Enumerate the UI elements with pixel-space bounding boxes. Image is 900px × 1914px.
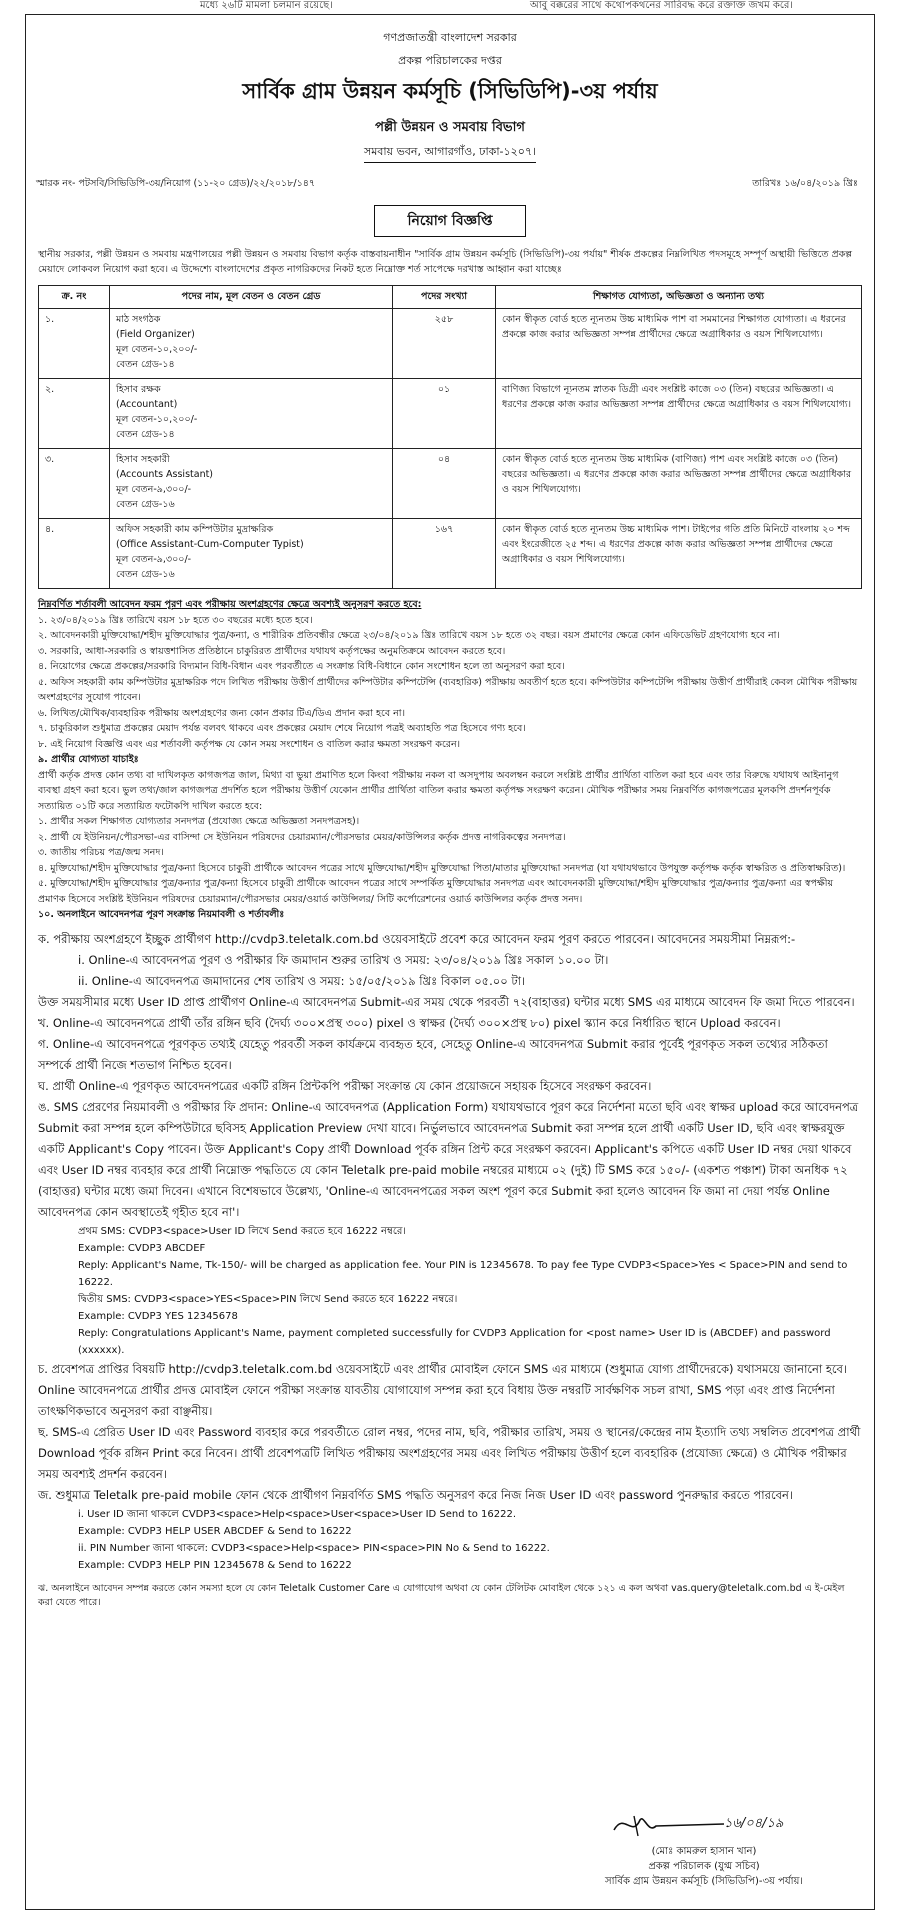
sms-second-example: Example: CVDP3 YES 12345678 [78, 1310, 238, 1322]
recover-user-id-example: Example: CVDP3 HELP USER ABCDEF & Send to 16222 [78, 1525, 352, 1537]
row-qualification: বাণিজ্য বিভাগে ন্যূনতম স্নাতক ডিগ্রী এবং সংশ্লিষ্ট কাজে ০৩ (তিন) বছরের অভিজ্ঞতা। এ ধরণের প্রকল্পে কাজ করার অভিজ্ঞতা সম্পন্ন প্রার্থীদের ক্ষেত্রে অগ্রাধিকার ও বয়স শিথিলযোগ্য। [496, 379, 862, 449]
row-serial: ১. [39, 309, 110, 379]
post-name-english: (Accountant) [116, 399, 178, 410]
notice-title: নিয়োগ বিজ্ঞপ্তি [374, 205, 526, 237]
post-grade: বেতন গ্রেড-১৪ [116, 429, 175, 440]
signature-block [574, 1808, 834, 1889]
post-name: মাঠ সংগঠক [116, 314, 161, 325]
top-cut-strip [0, 0, 900, 14]
col-header-qualification: শিক্ষাগত যোগ্যতা, অভিজ্ঞতা ও অন্যান্য তথ্য [496, 286, 862, 309]
conditions-section [38, 597, 862, 923]
table-header-row [39, 286, 862, 309]
col-header-serial: ক্র. নং [39, 286, 110, 309]
post-salary: মূল বেতন-১০,২০০/- [116, 414, 198, 425]
row-post [110, 449, 393, 519]
post-name: অফিস সহকারী কাম কম্পিউটার মুদ্রাক্ষরিক [116, 524, 274, 535]
online-rules-heading: ১০. অনলাইনে আবেদনপত্র পূরণ সংক্রান্ত নিয়মাবলী ও শর্তাবলীঃ [38, 909, 285, 920]
online-fee-note: উক্ত সময়সীমার মধ্যে User ID প্রাপ্ত প্রার্থীগণ Online-এ আবেদনপত্র Submit-এর সময় থেকে পরবর্তী ৭২(বাহাত্তর) ঘন্টার মধ্যে SMS এর মাধ্যমে আবেদন ফি জমা দিতে পারবেন। [38, 994, 855, 1009]
online-deadline-end: ii. Online-এ আবেদনপত্র জমাদানের শেষ তারিখ ও সময়: ১৫/০৫/২০১৯ খ্রিঃ বিকাল ০৫.০০ টা। [78, 973, 526, 988]
signature-image [574, 1808, 834, 1844]
row-post [110, 379, 393, 449]
condition-item: ১. ২৩/০৪/২০১৯ খ্রিঃ তারিখে বয়স ১৮ হতে ৩০ বছরের মধ্যে হতে হবে। [38, 614, 313, 626]
online-deadline-start: i. Online-এ আবেদনপত্র পূরণ ও পরীক্ষার ফি জমাদান শুরুর তারিখ ও সময়: ২৩/০৪/২০১৯ খ্রিঃ সকাল ১০.০০ টা। [78, 952, 609, 967]
row-serial: ৪. [39, 519, 110, 589]
online-item-uma: ঙ. SMS প্রেরণের নিয়মাবলী ও পরীক্ষার ফি প্রদান: Online-এ আবেদনপত্র (Application Form) যথাযথভাবে পূরণ করে নির্দেশনা মতো ছবি এবং স্বাক্ষর upload করে আবেদনপত্র Submit করা সম্পন্ন হলে কম্পিউটারে ছবিসহ Application Preview দেখা যাবে। নির্ভুলভাবে আবেদনপত্র Submit করা সম্পন্ন হলে প্রার্থী একটি User ID, ছবি এবং স্বাক্ষরযুক্ত একটি Applicant's Copy পাবেন। উক্ত Applicant's Copy প্রার্থী Download পূর্বক রঙ্গিন প্রিন্ট করে সংরক্ষণ করবেন। Applicant's কপিতে একটি User ID নম্বর দেয়া থাকবে এবং User ID নম্বর ব্যবহার করে প্রার্থী নিম্নোক্ত পদ্ধতিতে যে কোন Teletalk pre-paid mobile নম্বরের মাধ্যমে ০২ (দুই) টি SMS করে ১৫০/- (একশত পঞ্চাশ) টাকা অনধিক ৭২ (বাহাত্তর) ঘন্টার মধ্যে জমা দিবেন। এখানে বিশেষভাবে উল্লেখ্য, 'Online-এ আবেদনপত্রের সকল অংশ পূরণ করে Submit করা হলেও আবেদন ফি জমা না দেয়া পর্যন্ত Online আবেদনপত্র কোন অবস্থাতেই গৃহীত হবে না'। [38, 1099, 859, 1219]
verification-paragraph: প্রার্থী কর্তৃক প্রদত্ত কোন তথ্য বা দাখিলকৃত কাগজপত্র জাল, মিথ্যা বা ভুয়া প্রমাণিত হলে কিংবা পরীক্ষায় নকল বা অসদুপায় অবলম্বন করলে সংশ্লিষ্ট প্রার্থীর প্রার্থিতা বাতিল করা হবে এবং তার বিরুদ্ধে যথাযথ আইনানুগ ব্যবস্থা গ্রহণ করা হবে। ভুল তথ্য/জাল কাগজপত্র প্রদর্শিত হলে পরীক্ষায় উত্তীর্ণ যেকোন প্রার্থীর প্রার্থিতা বাতিল করার ক্ষমতা কর্তৃপক্ষ সংরক্ষণ করেন। মৌখিক পরীক্ষার সময় নিম্নবর্ণিত কাগজপত্রের মূলকপি প্রদর্শনপূর্বক সত্যায়িত ০১টি করে সত্যায়িত ফটোকপি দাখিল করতে হবে: [38, 769, 839, 812]
sms-first-reply: Reply: Applicant's Name, Tk-150/- will be charged as application fee. Your PIN is 12345678. To pay fee Type CVDP3<Space>Yes < Space>PIN and send to 16222. [78, 1259, 848, 1288]
post-name: হিসাব রক্ষক [116, 384, 161, 395]
row-qualification: কোন স্বীকৃত বোর্ড হতে ন্যূনতম উচ্চ মাধ্যমিক পাশ বা সমমানের শিক্ষাগত যোগ্যতা। এ ধরনের প্রকল্পে কাজ করার অভিজ্ঞতা সম্পন্ন প্রার্থীদের ক্ষেত্রে অগ্রাধিকার ও বয়স শিথিলযোগ্য। [496, 309, 862, 379]
post-name-english: (Office Assistant-Cum-Computer Typist) [116, 539, 304, 550]
col-header-count: পদের সংখ্যা [393, 286, 496, 309]
post-salary: মূল বেতন-৯,৩০০/- [116, 554, 192, 565]
row-serial: ৩. [39, 449, 110, 519]
handwritten-signature-icon [574, 1808, 834, 1844]
recover-pin: ii. PIN Number জানা থাকলে: CVDP3<space>Help<space> PIN<space>PIN No & Send to 16222. [78, 1542, 550, 1554]
row-count: ০১ [393, 379, 496, 449]
table-row [39, 449, 862, 519]
post-salary: মূল বেতন-১০,২০০/- [116, 344, 198, 355]
post-name: হিসাব সহকারী [116, 454, 170, 465]
online-item-ja: জ. শুধুমাত্র Teletalk pre-paid mobile ফোন থেকে প্রার্থীগণ নিম্নবর্ণিত SMS পদ্ধতি অনুসরণ করে নিজ নিজ User ID এবং password পুনরুদ্ধার করতে পারবেন। [38, 1487, 793, 1502]
office-line: প্রকল্প পরিচালকের দপ্তর [398, 54, 502, 67]
table-row [39, 379, 862, 449]
issue-date: তারিখঃ ১৬/০৪/২০১৯ খ্রিঃ [752, 178, 858, 189]
post-salary: মূল বেতন-৯,৩০০/- [116, 484, 192, 495]
condition-item: ৬. লিখিত/মৌখিক/ব্যবহারিক পরীক্ষায় অংশগ্রহণের জন্য কোন প্রকার টিএ/ডিএ প্রদান করা হবে না। [38, 707, 405, 719]
top-cut-text-right: আবু বক্করের সাথে কথোপকথনের সারিবদ্ধ করে রক্তাক্ত জখম করে। [530, 0, 794, 11]
condition-item: ৭. চাকুরিকাল শুধুমাত্র প্রকল্পের মেয়াদ পর্যন্ত বলবৎ থাকবে এবং প্রকল্পের মেয়াদ শেষে নিয়োগ পত্রই অব্যাহতি পত্র হিসেবে গণ্য হবে। [38, 723, 526, 734]
notice-header [26, 29, 874, 163]
signature-date: ১৬/০৪/১৯ [724, 1816, 784, 1831]
recover-pin-example: Example: CVDP3 HELP PIN 12345678 & Send to 16222 [78, 1559, 352, 1571]
posts-table [38, 285, 862, 589]
online-item-kha: খ. Online-এ আবেদনপত্রে প্রার্থী তাঁর রঙ্গিন ছবি (দৈর্ঘ্য ৩০০×প্রস্থ ৩০০) pixel ও স্বাক্ষর (দৈর্ঘ্য ৩০০×প্রস্থ ৮০) pixel স্ক্যান করে নির্ধারিত স্থানে Upload করবেন। [38, 1015, 781, 1030]
online-item-cha: চ. প্রবেশপত্র প্রাপ্তির বিষয়টি http://cvdp3.teletalk.com.bd ওয়েবসাইটে এবং প্রার্থীর মোবাইল ফোনে SMS এর মাধ্যমে (শুধুমাত্র যোগ্য প্রার্থীদেরকে) যথাসময়ে জানানো হবে। Online আবেদনপত্রে প্রার্থীর প্রদত্ত মোবাইল ফোনে পরীক্ষা সংক্রান্ত যাবতীয় যোগাযোগ সম্পন্ন করা হবে বিধায় উক্ত নম্বরটি সার্বক্ষণিক সচল রাখা, SMS পড়া এবং প্রাপ্ত নির্দেশনা তাৎক্ষণিকভাবে অনুসরণ করা বাঞ্ছনীয়। [38, 1361, 848, 1418]
top-cut-text-left: মধ্যে ২৬টি মামলা চলমান রয়েছে। [200, 0, 333, 11]
reference-line [26, 177, 874, 193]
division-line: পল্লী উন্নয়ন ও সমবায় বিভাগ [375, 120, 525, 135]
condition-item: ৫. অফিস সহকারী কাম কম্পিউটার মুদ্রাক্ষরিক পদে লিখিত পরীক্ষায় উত্তীর্ণ প্রার্থীদের কম্পিউটার কম্পিটেন্সি (ব্যবহারিক) পরীক্ষায় অবতীর্ণ হতে হবে। কম্পিউটার কম্পিটেন্সি পরীক্ষায় উত্তীর্ণ প্রার্থীরাই কেবল মৌখিক পরীক্ষায় অংশগ্রহণের সুযোগ পাবেন। [38, 676, 858, 703]
condition-item: ২. আবেদনকারী মুক্তিযোদ্ধা/শহীদ মুক্তিযোদ্ধার পুত্র/কন্যা, ও শারীরিক প্রতিবন্ধীর ক্ষেত্রে ২৩/০৪/২০১৯ খ্রিঃ তারিখে বয়স ১৮ হতে ৩২ বছর। বয়স প্রমাণের ক্ষেত্রে কোন এফিডেভিট গ্রহণযোগ্য হবে না। [38, 630, 780, 641]
row-serial: ২. [39, 379, 110, 449]
condition-item: ৯. প্রার্থীর যোগ্যতা যাচাইঃ [38, 754, 139, 765]
sms-second: দ্বিতীয় SMS: CVDP3<space>YES<Space>PIN লিখে Send করতে হবে 16222 নম্বরে। [78, 1293, 458, 1305]
row-count: ০৪ [393, 449, 496, 519]
post-name-english: (Field Organizer) [116, 329, 195, 340]
memo-number: স্মারক নং- পটসবি/সিভিডিপি-৩য়/নিয়োগ (১১-২০ গ্রেড)/২২/২০১৮/১৪৭ [36, 178, 316, 189]
sms-first-example: Example: CVDP3 ABCDEF [78, 1242, 206, 1254]
post-grade: বেতন গ্রেড-১৬ [116, 569, 175, 580]
project-title: সার্বিক গ্রাম উন্নয়ন কর্মসূচি (সিভিডিপি)-৩য় পর্যায় [242, 79, 658, 103]
condition-item: ৪. নিয়োগের ক্ষেত্রে প্রকল্পের/সরকারি বিদ্যমান বিধি-বিধান এবং পরবর্তীতে এ সংক্রান্ত বিধি-বিধানে কোন সংশোধন হলে তা অনুসরণ করা হবে। [38, 661, 565, 672]
document-item: ৩. জাতীয় পরিচয় পত্র/জন্ম সনদ। [38, 847, 164, 858]
online-application-section [38, 929, 862, 1574]
signatory-name: (মোঃ কামরুল হাসান খান) [651, 1846, 757, 1857]
signatory-org: সার্বিক গ্রাম উন্নয়ন কর্মসূচি (সিভিডিপি)-৩য় পর্যায়। [605, 1876, 803, 1887]
post-grade: বেতন গ্রেড-১৪ [116, 359, 175, 370]
notice-page [25, 14, 875, 1910]
online-item-gha: ঘ. প্রার্থী Online-এ পূরণকৃত আবেদনপত্রের একটি রঙ্গিন প্রিন্টকপি পরীক্ষা সংক্রান্ত যে কোন প্রয়োজনে সহায়ক হিসেবে সংরক্ষণ করবেন। [38, 1078, 652, 1093]
signatory-title: প্রকল্প পরিচালক (যুগ্ম সচিব) [648, 1861, 760, 1872]
table-row [39, 309, 862, 379]
row-qualification: কোন স্বীকৃত বোর্ড হতে ন্যূনতম উচ্চ মাধ্যমিক (বাণিজ্য) পাশ এবং সংশ্লিষ্ট কাজে ০৩ (তিন) বছরের অভিজ্ঞতা। এ ধরণের প্রকল্পে কাজ করার অভিজ্ঞতা সম্পন্ন প্রার্থীদের ক্ষেত্রে অগ্রাধিকার ও বয়স শিথিলযোগ্য। [496, 449, 862, 519]
online-item-chha: ছ. SMS-এ প্রেরিত User ID এবং Password ব্যবহার করে পরবর্তীতে রোল নম্বর, পদের নাম, ছবি, পরীক্ষার তারিখ, সময় ও স্থানের/কেন্দ্রের নাম ইত্যাদি তথ্য সম্বলিত প্রবেশপত্র প্রার্থী Download পূর্বক রঙ্গিন Print করে নিবেন। প্রার্থী প্রবেশপত্রটি লিখিত পরীক্ষায় অংশগ্রহণের সময় এবং লিখিত পরীক্ষায় উত্তীর্ণ হলে ব্যবহারিক (প্রযোজ্য ক্ষেত্রে) ও মৌখিক পরীক্ষার সময় অবশ্যই প্রদর্শন করবেন। [38, 1424, 861, 1481]
document-item: ২. প্রার্থী যে ইউনিয়ন/পৌরসভা-এর বাসিন্দা সে ইউনিয়ন পরিষদের চেয়ারম্যান/পৌরসভার মেয়র/কাউন্সিলর কর্তৃক প্রদত্ত নাগরিকত্বের সনদপত্র। [38, 831, 566, 843]
document-item: ৫. মুক্তিযোদ্ধা/শহীদ মুক্তিযোদ্ধার পুত্র/কন্যার পুত্র/কন্যা হিসেবে চাকুরী প্রার্থীকে আবেদন পত্রের সাথে সম্পর্কিত মুক্তিযোদ্ধার সনদপত্র এবং আবেদনকারী মুক্তিযোদ্ধা/শহীদ মুক্তিযোদ্ধার পুত্র/কন্যার পুত্র/কন্যা এর স্বপক্ষীয় প্রমাণক হিসেবে সংশ্লিষ্ট ইউনিয়ন পরিষদের চেয়ারম্যান/পৌরসভার মেয়র/ওয়ার্ড কাউন্সিলর/ সিটি কর্পোরেশনের ওয়ার্ড কাউন্সিলর কর্তৃক প্রদত্ত সনদ। [38, 878, 834, 905]
sms-first: প্রথম SMS: CVDP3<space>User ID লিখে Send করতে হবে 16222 নম্বরে। [78, 1225, 406, 1237]
post-grade: বেতন গ্রেড-১৬ [116, 499, 175, 510]
govt-line: গণপ্রজাতন্ত্রী বাংলাদেশ সরকার [383, 31, 517, 44]
row-qualification: কোন স্বীকৃত বোর্ড হতে ন্যূনতম উচ্চ মাধ্যমিক পাশ। টাইপের গতি প্রতি মিনিটে বাংলায় ২০ শব্দ এবং ইংরেজীতে ২৫ শব্দ। এ ধরণের প্রকল্পে কাজ করার অভিজ্ঞতা সম্পন্ন প্রার্থীদের ক্ষেত্রে অগ্রাধিকার ও বয়স শিথিলযোগ্য। [496, 519, 862, 589]
row-post [110, 309, 393, 379]
address-line: সমবায় ভবন, আগারগাঁও, ঢাকা-১২০৭। [364, 143, 536, 163]
condition-item: ৮. এই নিয়োগ বিজ্ঞপ্তি এবং এর শর্তাবলী কর্তৃপক্ষ যে কোন সময় সংশোধন ও বাতিল করার ক্ষমতা সংরক্ষণ করেন। [38, 738, 461, 750]
support-footnote: ঝ. অনলাইনে আবেদন সম্পন্ন করতে কোন সমস্যা হলে যে কোন Teletalk Customer Care এ যোগাযোগ অথবা যে কোন টেলিটক মোবাইল থেকে ১২১ এ কল অথবা vas.query@teletalk.com.bd এ ই-মেইল করা যেতে পারে। [38, 1582, 845, 1608]
document-item: ৪. মুক্তিযোদ্ধা/শহীদ মুক্তিযোদ্ধার পুত্র/কন্যা হিসেবে চাকুরী প্রার্থীকে আবেদন পত্রের সাথে মুক্তিযোদ্ধা/শহীদ মুক্তিযোদ্ধা পিতা/মাতার মুক্তিযোদ্ধা সনদপত্র (যা যথাযথভাবে উপযুক্ত কর্তৃপক্ষ কর্তৃক স্বাক্ষরিত ও প্রতিস্বাক্ষরিত)। [38, 862, 846, 874]
post-name-english: (Accounts Assistant) [116, 469, 214, 480]
intro-paragraph: স্থানীয় সরকার, পল্লী উন্নয়ন ও সমবায় মন্ত্রণালয়ের পল্লী উন্নয়ন ও সমবায় বিভাগ কর্তৃক বাস্তবায়নাধীন "সার্বিক গ্রাম উন্নয়ন কর্মসূচি (সিভিডিপি)-৩য় পর্যায়" শীর্ষক প্রকল্পের নিম্নলিখিত পদসমূহে সম্পূর্ণ অস্থায়ী ভিত্তিতে প্রকল্প মেয়াদে লোকবল নিয়োগ করা হবে। এ উদ্দেশ্যে বাংলাদেশের প্রকৃত নাগরিকদের নিকট হতে নিম্নোক্ত শর্ত সাপেক্ষে দরখাস্ত আহ্বান করা যাচ্ছেঃ [38, 249, 853, 275]
condition-item: ৩. সরকারি, আধা-সরকারি ও স্বায়ত্তশাসিত প্রতিষ্ঠানে চাকুরিরত প্রার্থীদের যথাযথ কর্তৃপক্ষের অনুমতিক্রমে আবেদন করতে হবে। [38, 645, 506, 657]
row-post [110, 519, 393, 589]
document-item: ১. প্রার্থীর সকল শিক্ষাগত যোগ্যতার সনদপত্র (প্রযোজ্য ক্ষেত্রে অভিজ্ঞতা সনদপত্রসহ)। [38, 816, 360, 827]
conditions-heading: নিম্নবর্ণিত শর্তাবলী আবেদন ফরম পূরণ এবং পরীক্ষায় অংশগ্রহণের ক্ষেত্রে অবশ্যই অনুসরণ করতে হবে: [38, 599, 422, 610]
row-count: ২৫৮ [393, 309, 496, 379]
row-count: ১৬৭ [393, 519, 496, 589]
sms-second-reply: Reply: Congratulations Applicant's Name, payment completed successfully for CVDP3 Application for <post name> User ID is (ABCDEF) and password (xxxxxx). [78, 1327, 831, 1356]
online-item-ga: গ. Online-এ আবেদনপত্রে পূরণকৃত তথ্যই যেহেতু পরবর্তী সকল কার্যক্রমে ব্যবহৃত হবে, সেহেতু Online-এ আবেদনপত্র Submit করার পূর্বেই পূরণকৃত সকল তথ্যের সঠিকতা সম্পর্কে প্রার্থী নিজে শতভাগ নিশ্চিত হবেন। [38, 1036, 828, 1072]
col-header-post: পদের নাম, মূল বেতন ও বেতন গ্রেড [110, 286, 393, 309]
table-row [39, 519, 862, 589]
online-item-ka: ক. পরীক্ষায় অংশগ্রহণে ইচ্ছুক প্রার্থীগণ http://cvdp3.teletalk.com.bd ওয়েবসাইটে প্রবেশ করে আবেদন ফরম পূরণ করতে পারবেন। আবেদনের সময়সীমা নিম্নরূপ:- [38, 931, 796, 946]
recover-user-id: i. User ID জানা থাকলে CVDP3<space>Help<space>User<space>User ID Send to 16222. [78, 1508, 517, 1520]
